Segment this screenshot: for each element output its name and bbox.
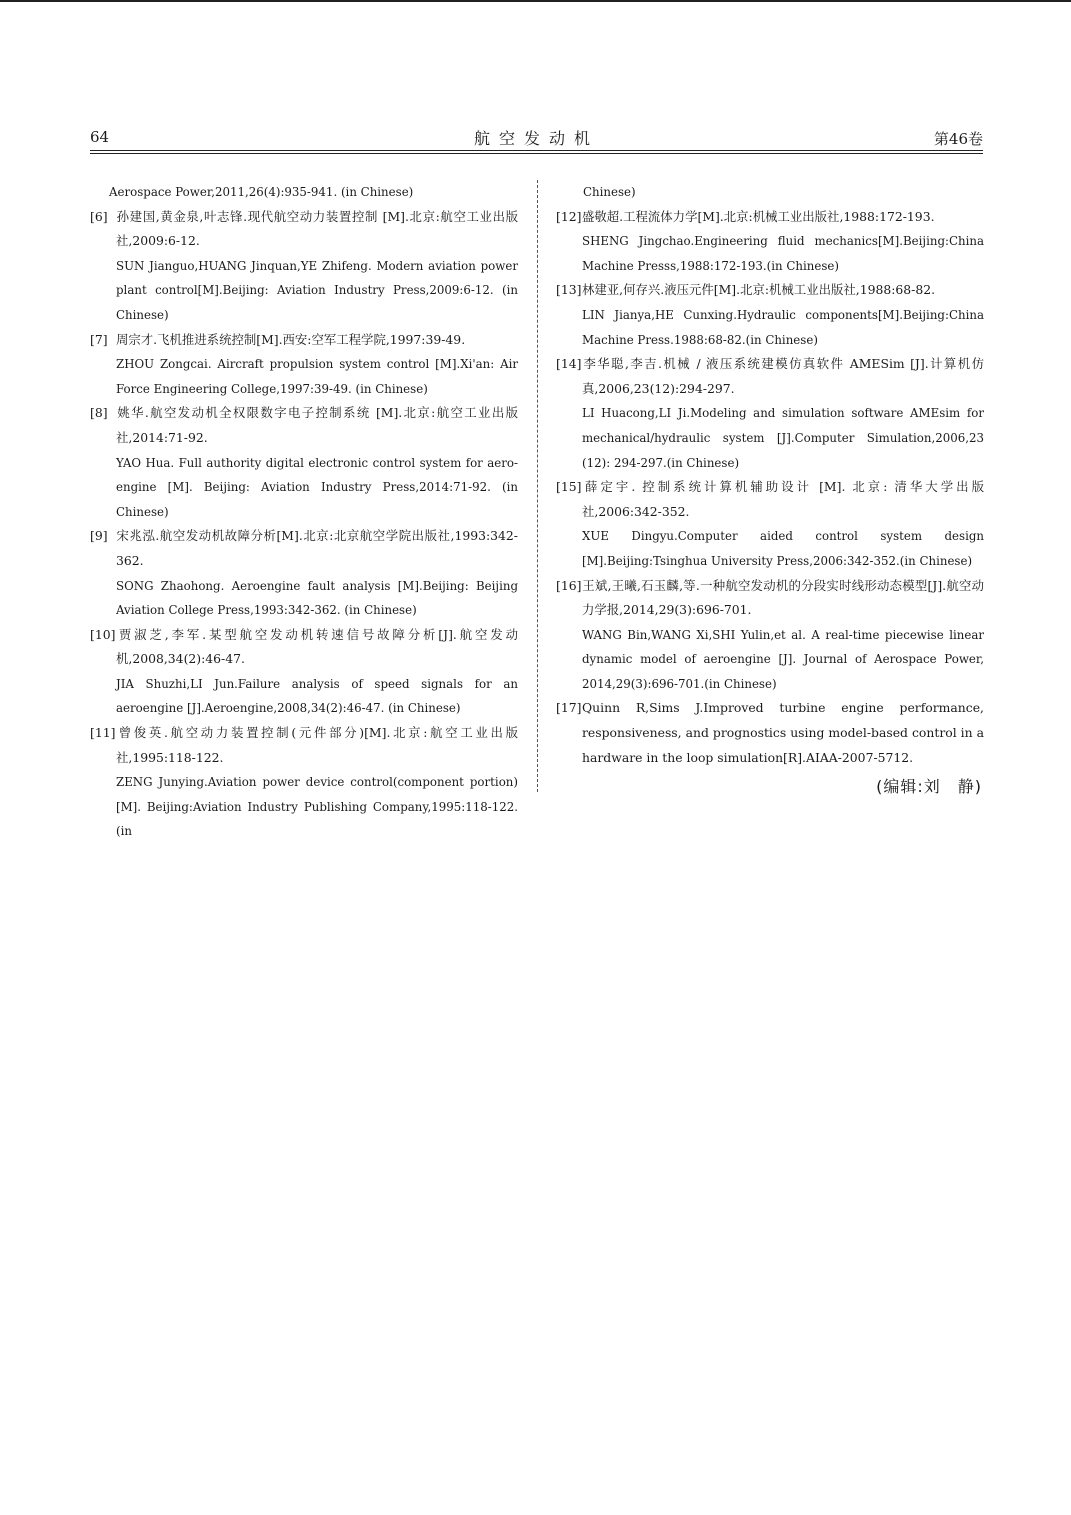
reference-entry [90,401,518,524]
reference-entry [556,205,984,279]
reference-text: 孙建国,黄金泉,叶志锋.现代航空动力装置控制 [M].北京:航空工业出版社,2009:6-12. [116,208,518,249]
reference-citation [556,278,984,303]
reference-citation [90,524,518,573]
reference-number: [14] [556,356,582,372]
reference-entry [90,328,518,402]
reference-number: [11] [90,725,116,741]
reference-translation: SONG Zhaohong. Aeroengine fault analysis [M].Beijing: Beijing Aviation College Press,1993:342-362. (in Chinese) [116,578,518,618]
reference-text: Quinn R,Sims J.Improved turbine engine performance, responsiveness, and prognostics using model-based control in a hardware in the loop simulation[R].AIAA-2007-5712. [582,700,984,765]
reference-translation: LI Huacong,LI Ji.Modeling and simulation software AMEsim for mechanical/hydraulic system [J].Computer Simulation,2006,23 (12): 294-297.(in Chinese) [582,406,984,470]
reference-number: [7] [90,331,108,347]
reference-citation [90,721,518,770]
reference-entry [90,524,518,622]
reference-list-right [556,205,984,771]
volume-label: 第46卷 [933,130,983,148]
left-column [90,180,518,844]
page-number: 64 [90,128,110,146]
reference-number: [12] [556,208,582,224]
reference-citation [556,574,984,623]
reference-citation [556,696,984,770]
reference-translation: SUN Jianguo,HUANG Jinquan,YE Zhifeng. Modern aviation power plant control[M].Beijing: Aviation Industry Press,2009:6-12. (in Chinese) [116,258,518,322]
reference-entry [556,475,984,573]
reference-number: [15] [556,479,582,495]
reference-entry [90,205,518,328]
reference-entry [556,574,984,697]
reference-number: [17] [556,700,582,716]
reference-translation: LIN Jianya,HE Cunxing.Hydraulic components[M].Beijing:China Machine Press.1988:68-82.(in Chinese) [582,307,984,347]
reference-entry [90,721,518,844]
reference-number: [10] [90,626,116,642]
reference-text: 李华聪,李吉.机械 / 液压系统建模仿真软件 AMESim [J].计算机仿真,2006,23(12):294-297. [582,356,984,396]
journal-title: 航空发动机 [473,129,599,148]
reference-text: 贾淑芝,李军.某型航空发动机转速信号故障分析[J].航空发动机,2008,34(2):46-47. [116,626,518,667]
continued-reference: Aerospace Power,2011,26(4):935-941. (in Chinese) [109,185,414,199]
reference-text: 姚华.航空发动机全权限数字电子控制系统 [M].北京:航空工业出版社,2014:71-92. [116,405,518,445]
reference-text: 宋兆泓.航空发动机故障分析[M].北京:北京航空学院出版社,1993:342-362. [116,528,518,568]
reference-list-left [90,205,518,844]
reference-citation [90,328,518,353]
reference-number: [16] [556,577,582,593]
reference-text: 曾俊英.航空动力装置控制(元件部分)[M].北京:航空工业出版社,1995:118-122. [116,725,518,765]
reference-entry [556,278,984,352]
reference-number: [8] [90,405,108,421]
reference-citation [556,205,984,230]
reference-translation: ZHOU Zongcai. Aircraft propulsion system control [M].Xi'an: Air Force Engineering College,1997:39-49. (in Chinese) [116,357,518,396]
reference-translation: JIA Shuzhi,LI Jun.Failure analysis of speed signals for an aeroengine [J].Aeroengine,2008,34(2):46-47. (in Chinese) [116,676,518,716]
reference-number: [6] [90,208,108,224]
running-header [90,124,983,150]
reference-number: [9] [90,528,108,544]
reference-text: 王斌,王曦,石玉麟,等.一种航空发动机的分段实时线形动态模型[J].航空动力学报,2014,29(3):696-701. [582,577,984,618]
top-border [0,0,1071,2]
reference-entry [556,352,984,475]
reference-entry [90,623,518,721]
reference-text: 薛定宇. 控制系统计算机辅助设计 [M]. 北京: 清华大学出版社,2006:342-352. [582,479,984,519]
continued-reference: Chinese) [583,185,636,199]
reference-translation: YAO Hua. Full authority digital electronic control system for aero-engine [M]. Beijing: Aviation Industry Press,2014:71-92. (in Chinese) [116,455,518,519]
reference-citation [90,401,518,450]
reference-citation [556,352,984,401]
reference-translation: ZENG Junying.Aviation power device control(component portion)[M]. Beijing:Aviation Industry Publishing Company,1995:118-122. (in [116,775,518,839]
column-divider [537,180,538,792]
reference-citation [90,623,518,672]
right-column [556,180,984,797]
reference-text: 林建亚,何存兴.液压元件[M].北京:机械工业出版社,1988:68-82. [582,282,936,298]
header-rule-top [90,150,983,151]
reference-text: 盛敬超.工程流体力学[M].北京:机械工业出版社,1988:172-193. [582,208,935,224]
reference-translation: XUE Dingyu.Computer aided control system design [M].Beijing:Tsinghua University Press,2006:342-352.(in Chinese) [582,529,984,568]
header-rule-bottom [90,153,983,154]
reference-translation: WANG Bin,WANG Xi,SHI Yulin,et al. A real-time piecewise linear dynamic model of aeroengine [J]. Journal of Aerospace Power, 2014,29(3):696-701.(in Chinese) [582,627,984,691]
reference-translation: SHENG Jingchao.Engineering fluid mechanics[M].Beijing:China Machine Presss,1988:172-193.(in Chinese) [582,234,984,273]
reference-text: 周宗才.飞机推进系统控制[M].西安:空军工程学院,1997:39-49. [116,331,466,347]
reference-citation [90,205,518,254]
editor-credit: (编辑:刘 静) [876,777,982,797]
reference-entry [556,696,984,770]
reference-number: [13] [556,282,582,298]
reference-citation [556,475,984,524]
